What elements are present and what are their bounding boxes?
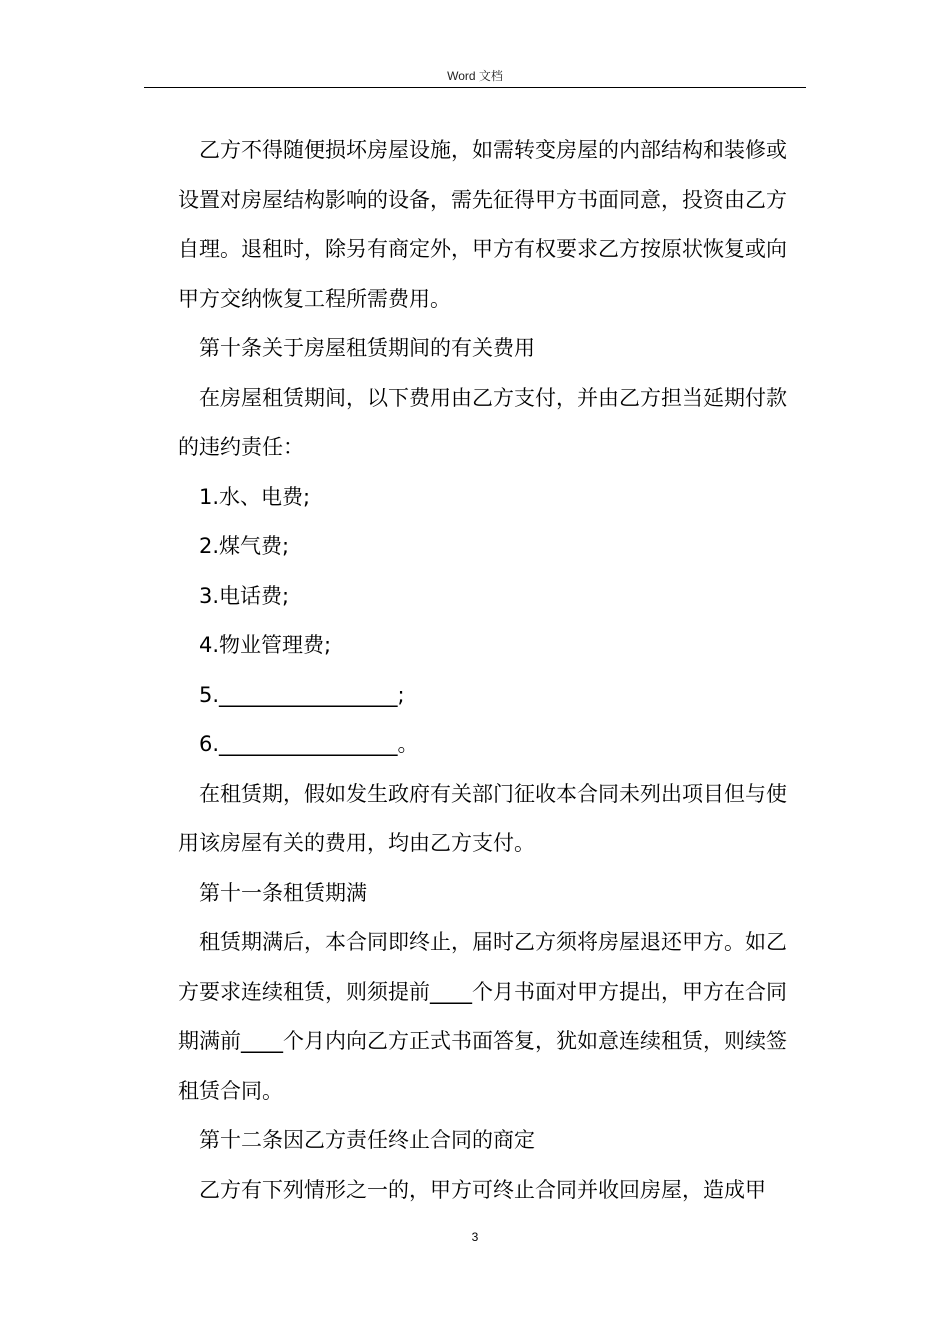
- paragraph: 在房屋租赁期间，以下费用由乙方支付，并由乙方担当延期付款的违约责任：: [178, 385, 787, 459]
- document-body: [178, 126, 804, 1215]
- list-item: 5._________________;: [199, 682, 405, 707]
- paragraph: 在租赁期，假如发生政府有关部门征收本合同未列出项目但与使用该房屋有关的费用，均由乙方支付。: [178, 781, 787, 855]
- paragraph: 租赁期满后，本合同即终止，届时乙方须将房屋退还甲方。如乙方要求连续租赁，则须提前____个月书面对甲方提出，甲方在合同期满前____个月内向乙方正式书面答复，犹如意连续租赁，则续签租赁合同。: [178, 930, 787, 1103]
- list-item: 1.水、电费;: [199, 484, 311, 509]
- header-rule: [144, 87, 806, 88]
- paragraph: 乙方不得随便损坏房屋设施，如需转变房屋的内部结构和装修或设置对房屋结构影响的设备，需先征得甲方书面同意，投资由乙方自理。退租时，除另有商定外，甲方有权要求乙方按原状恢复或向甲方交纳恢复工程所需费用。: [178, 138, 787, 311]
- page-header: Word 文档: [447, 69, 503, 83]
- list-item: 6._________________。: [199, 732, 419, 756]
- paragraph: 乙方有下列情形之一的，甲方可终止合同并收回房屋，造成甲: [199, 1177, 766, 1202]
- section-heading: 第十一条租赁期满: [199, 880, 367, 905]
- section-heading: 第十二条因乙方责任终止合同的商定: [199, 1128, 535, 1152]
- list-item: 3.电话费;: [199, 583, 290, 608]
- section-heading: 第十条关于房屋租赁期间的有关费用: [199, 336, 535, 360]
- list-item: 4.物业管理费;: [199, 633, 332, 657]
- list-item: 2.煤气费;: [199, 534, 290, 558]
- page-number: 3: [471, 1230, 479, 1244]
